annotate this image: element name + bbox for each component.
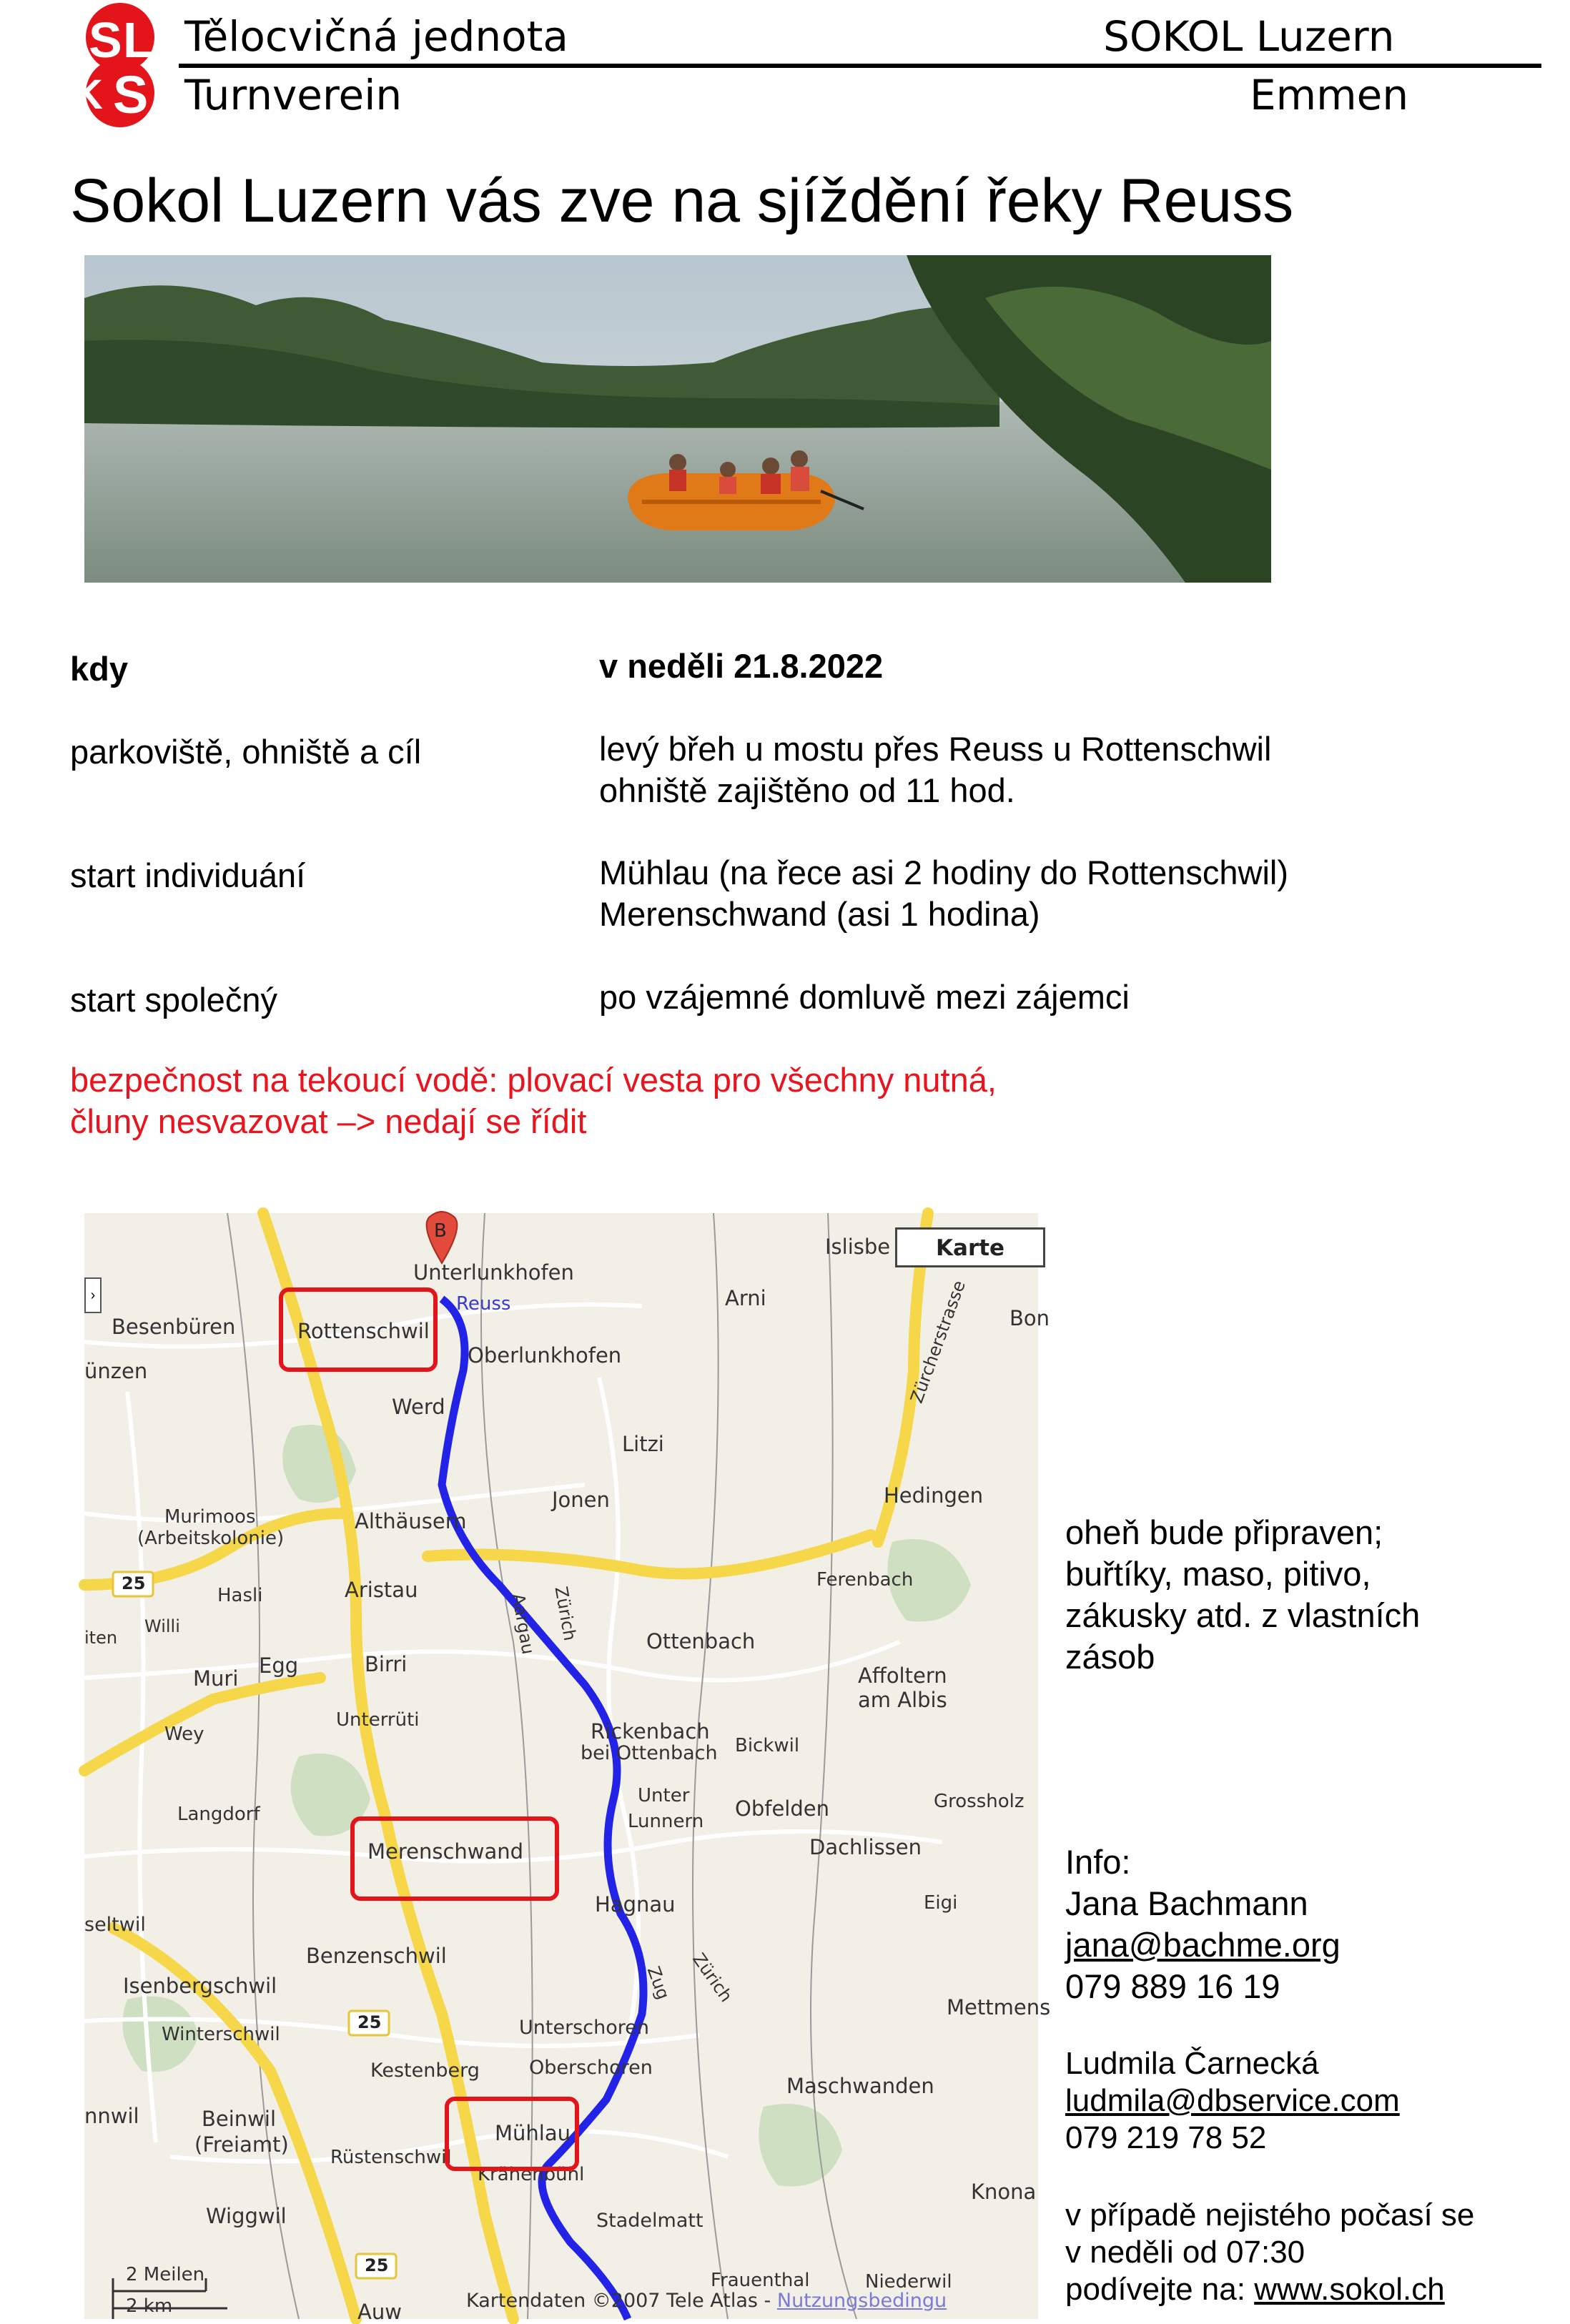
map-label-benzenschwil: Benzenschwil bbox=[306, 1944, 447, 1968]
map-label-hagnau: Hagnau bbox=[595, 1892, 676, 1917]
when-value: v neděli 21.8.2022 bbox=[599, 647, 884, 685]
weather-note-line2: v neděli od 07:30 bbox=[1065, 2235, 1305, 2270]
sokol-logo bbox=[69, 1, 169, 129]
svg-text:L: L bbox=[123, 12, 154, 68]
map-label-birri: Birri bbox=[365, 1652, 408, 1676]
map-label-beinwil: Beinwil bbox=[202, 2107, 277, 2131]
safety-note-line1: bezpečnost na tekoucí vodě: plovací vesta pro všechny nutná, bbox=[70, 1061, 997, 1099]
svg-text:S: S bbox=[113, 65, 149, 124]
org-name-german: Turnverein bbox=[184, 71, 403, 119]
map-label-obfelden: Obfelden bbox=[735, 1796, 829, 1821]
map-label-bon: Bon bbox=[1009, 1306, 1050, 1330]
map-label-rottenschwil: Rottenschwil bbox=[297, 1319, 430, 1343]
map-label-knonau: Knona bbox=[971, 2180, 1037, 2204]
individual-start-line2: Merenschwand (asi 1 hodina) bbox=[599, 895, 1040, 933]
info-label: Info: bbox=[1065, 1843, 1131, 1881]
contact1-name: Jana Bachmann bbox=[1065, 1884, 1308, 1922]
map-label-niederwil: Niederwil bbox=[865, 2271, 952, 2293]
river-rafting-photo bbox=[84, 255, 1271, 583]
map-road-25c: 25 bbox=[365, 2255, 389, 2275]
map-label-oberlunkhofen: Oberlunkhofen bbox=[468, 1343, 622, 1368]
map-label-auw: Auw bbox=[357, 2300, 402, 2324]
map-label-freiamt: (Freiamt) bbox=[194, 2132, 289, 2157]
map-label-unterruti: Unterrüti bbox=[336, 1709, 420, 1731]
route-map[interactable] bbox=[84, 1213, 1051, 2324]
map-label-hedingen: Hedingen bbox=[884, 1483, 984, 1508]
parking-label: parkoviště, ohniště a cíl bbox=[70, 733, 422, 771]
map-label-unterschoren: Unterschoren bbox=[519, 2017, 649, 2039]
fire-note-line4: zásob bbox=[1065, 1638, 1155, 1676]
map-copyright bbox=[466, 2290, 947, 2312]
map-label-rickenbach: Rickenbach bbox=[591, 1719, 710, 1744]
map-label-jonen: Jonen bbox=[552, 1488, 610, 1512]
map-label-frauenthal: Frauenthal bbox=[711, 2270, 810, 2291]
map-type-button[interactable] bbox=[895, 1227, 1045, 1267]
map-terms-link[interactable]: Nutzungsbedingu bbox=[776, 2290, 947, 2312]
contact2-email-link[interactable]: ludmila@dbservice.com bbox=[1065, 2083, 1400, 2118]
map-label-langdorf: Langdorf bbox=[177, 1804, 260, 1825]
highlight-muhlau bbox=[445, 2097, 579, 2171]
when-label: kdy bbox=[70, 650, 128, 688]
map-label-am-albis: am Albis bbox=[858, 1688, 947, 1712]
map-label-unterlunkhofen: Unterlunkhofen bbox=[413, 1260, 574, 1285]
highlight-merenschwand bbox=[350, 1816, 559, 1901]
map-label-zurich-2: Zürich bbox=[688, 1949, 736, 2006]
map-label-zurich-1: Zürich bbox=[551, 1585, 581, 1643]
map-label-seltwil: seltwil bbox=[84, 1914, 146, 1936]
weather-note-line1: v případě nejistého počasí se bbox=[1065, 2197, 1475, 2232]
header-divider bbox=[179, 64, 1541, 68]
map-label-arni: Arni bbox=[725, 1286, 766, 1310]
map-label-arbeitskolonie: (Arbeitskolonie) bbox=[137, 1528, 285, 1549]
fire-note-line3: zákusky atd. z vlastních bbox=[1065, 1596, 1421, 1634]
map-label-aargau: Aargau bbox=[508, 1592, 538, 1656]
map-label-reuss: Reuss bbox=[456, 1293, 511, 1315]
club-location: Emmen bbox=[1250, 71, 1409, 119]
map-road-25b: 25 bbox=[357, 2012, 382, 2032]
map-panel-toggle[interactable]: › bbox=[84, 1277, 102, 1313]
contact1-email-link[interactable]: jana@bachme.org bbox=[1065, 1926, 1341, 1964]
map-label-merenschwand: Merenschwand bbox=[367, 1839, 524, 1864]
map-label-maschwanden: Maschwanden bbox=[786, 2074, 934, 2098]
map-label-iten: iten bbox=[84, 1628, 118, 1648]
map-copyright-text: Kartendaten ©2007 Tele Atlas - bbox=[466, 2290, 777, 2312]
map-label-murimoos: Murimoos bbox=[164, 1506, 256, 1528]
map-label-bei-ottenbach: bei Ottenbach bbox=[581, 1742, 718, 1764]
parking-value-line2: ohniště zajištěno od 11 hod. bbox=[599, 771, 1015, 809]
map-label-althausern: Althäusern bbox=[355, 1509, 467, 1533]
map-label-werd: Werd bbox=[392, 1395, 445, 1419]
map-label-hasli: Hasli bbox=[217, 1585, 263, 1606]
map-label-willi: Willi bbox=[144, 1616, 180, 1636]
map-label-winterschwil: Winterschwil bbox=[162, 2024, 280, 2045]
contact1-phone: 079 889 16 19 bbox=[1065, 1967, 1280, 2005]
map-label-annwil: nnwil bbox=[84, 2104, 139, 2128]
weather-note-line3 bbox=[1065, 2269, 1445, 2310]
map-label-affoltern: Affoltern bbox=[858, 1663, 947, 1688]
page-title: Sokol Luzern vás zve na sjíždění řeky Reuss bbox=[70, 167, 1294, 235]
group-start-label: start společný bbox=[70, 981, 277, 1019]
map-label-mettmenstetten: Mettmens bbox=[947, 1995, 1051, 2019]
map-label-bickwil: Bickwil bbox=[735, 1735, 800, 1756]
map-label-egg: Egg bbox=[259, 1653, 299, 1678]
fire-note-line2: buřtíky, maso, pitivo, bbox=[1065, 1555, 1371, 1593]
svg-text:S: S bbox=[89, 12, 122, 68]
map-label-islisberg: Islisbe bbox=[825, 1235, 891, 1259]
map-label-krahenbuhl: Krähenbühl bbox=[478, 2164, 585, 2185]
map-label-unter: Unter bbox=[638, 1785, 690, 1806]
map-scale-km: 2 km bbox=[126, 2295, 173, 2317]
contact2-phone: 079 219 78 52 bbox=[1065, 2120, 1267, 2155]
map-type-label: Karte bbox=[936, 1235, 1005, 1261]
map-label-zurcherstrasse: Zürcherstrasse bbox=[907, 1277, 969, 1406]
map-road-25a: 25 bbox=[122, 1573, 146, 1593]
map-label-litzi: Litzi bbox=[622, 1432, 664, 1456]
map-label-muhlau: Mühlau bbox=[495, 2121, 571, 2145]
svg-text:B: B bbox=[434, 1220, 447, 1242]
individual-start-line1: Mühlau (na řece asi 2 hodiny do Rottenschwil) bbox=[599, 854, 1289, 891]
map-label-eigi: Eigi bbox=[924, 1892, 958, 1914]
map-label-besenburen: Besenbüren bbox=[112, 1315, 236, 1339]
contact2-name: Ludmila Čarnecká bbox=[1065, 2046, 1319, 2081]
individual-start-label: start individuání bbox=[70, 856, 306, 894]
club-name: SOKOL Luzern bbox=[1103, 12, 1395, 61]
map-label-lunnern: Lunnern bbox=[628, 1811, 704, 1832]
safety-note-line2: čluny nesvazovat –> nedají se řídit bbox=[70, 1102, 587, 1140]
map-label-ottenbach: Ottenbach bbox=[646, 1629, 756, 1653]
svg-text:K: K bbox=[73, 71, 103, 118]
org-name-czech: Tělocvičná jednota bbox=[184, 12, 568, 61]
map-label-rustenschwil: Rüstenschwil bbox=[330, 2147, 452, 2168]
map-scale-miles: 2 Meilen bbox=[126, 2264, 205, 2285]
map-label-wey: Wey bbox=[164, 1724, 204, 1745]
map-label-stadelmatt: Stadelmatt bbox=[596, 2210, 703, 2232]
map-label-oberschoren: Oberschoren bbox=[529, 2057, 653, 2079]
map-label-grossholz: Grossholz bbox=[934, 1791, 1025, 1812]
map-label-aristau: Aristau bbox=[345, 1578, 418, 1602]
map-label-wiggwil: Wiggwil bbox=[206, 2204, 287, 2228]
map-label-ferenbach: Ferenbach bbox=[816, 1569, 914, 1591]
map-label-dachlissen: Dachlissen bbox=[809, 1835, 922, 1859]
map-label-muri: Muri bbox=[193, 1666, 239, 1691]
website-link[interactable]: www.sokol.ch bbox=[1254, 2272, 1445, 2307]
website-prefix: podívejte na: bbox=[1065, 2272, 1255, 2307]
group-start-value: po vzájemné domluvě mezi zájemci bbox=[599, 978, 1130, 1016]
highlight-rottenschwil bbox=[279, 1287, 438, 1372]
map-label-isenbergschwil: Isenbergschwil bbox=[123, 1974, 277, 1998]
map-label-zug: Zug bbox=[643, 1964, 674, 2002]
map-label-unzen: ünzen bbox=[84, 1359, 148, 1383]
fire-note-line1: oheň bude připraven; bbox=[1065, 1513, 1383, 1551]
parking-value-line1: levý břeh u mostu přes Reuss u Rottenschwil bbox=[599, 730, 1272, 768]
map-label-kestenberg: Kestenberg bbox=[370, 2060, 480, 2082]
